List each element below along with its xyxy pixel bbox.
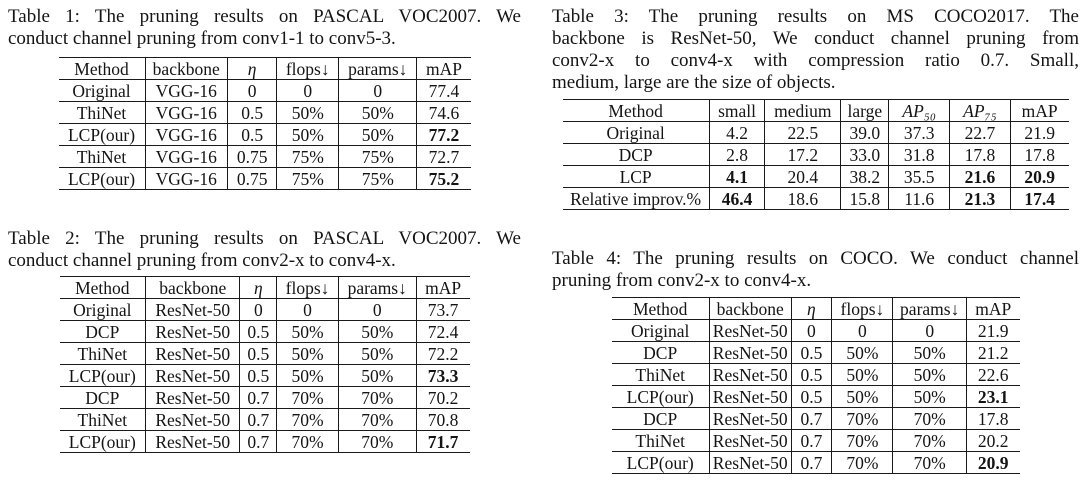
table-cell: ResNet-50 — [709, 452, 791, 474]
table-cell: 17.8 — [1010, 144, 1068, 166]
table-cell: ThiNet — [612, 430, 710, 452]
table-row — [60, 365, 470, 387]
table-cell: 20.2 — [966, 430, 1019, 452]
table-cell: 17.8 — [966, 408, 1019, 430]
table-cell: 0.7 — [791, 452, 832, 474]
table-cell: 70% — [893, 430, 966, 452]
table1-pruning-results-voc-vgg — [59, 57, 471, 190]
table-cell: 50% — [277, 321, 339, 343]
column-header: Method — [563, 100, 710, 122]
table-cell: ThiNet — [612, 364, 710, 386]
table1-caption — [8, 6, 521, 50]
table-cell: 22.7 — [950, 122, 1011, 144]
table-cell: ResNet-50 — [146, 299, 240, 321]
table-cell: 75% — [339, 146, 417, 168]
table-cell: 75.2 — [417, 168, 471, 190]
table-cell: 21.9 — [1010, 122, 1068, 144]
table-cell: ResNet-50 — [709, 320, 791, 342]
table-cell: 4.2 — [709, 122, 765, 144]
table-cell: 22.5 — [765, 122, 841, 144]
column-header: params↓ — [338, 277, 416, 299]
table-cell: 70% — [893, 408, 966, 430]
table-row — [59, 80, 471, 102]
table-cell: LCP(our) — [59, 124, 146, 146]
table-row — [612, 430, 1020, 452]
table-cell: 70% — [338, 409, 416, 431]
table-cell: ResNet-50 — [146, 321, 240, 343]
column-header: mAP — [416, 277, 469, 299]
table-cell: Relative improv.% — [563, 188, 710, 210]
table-cell: 50% — [277, 343, 339, 365]
table-cell: ResNet-50 — [709, 408, 791, 430]
table-cell: 0 — [791, 320, 832, 342]
table-row — [60, 387, 470, 409]
table-cell: ResNet-50 — [146, 387, 240, 409]
table-row — [612, 452, 1020, 474]
table-row — [60, 409, 470, 431]
table-cell: 70% — [893, 452, 966, 474]
table-cell: ThiNet — [60, 343, 146, 365]
table-cell: DCP — [563, 144, 710, 166]
table-header-row — [563, 100, 1069, 122]
table-cell: 0 — [240, 299, 277, 321]
caption-line: medium, large are the size of objects. — [552, 72, 836, 93]
table-cell: 0 — [227, 80, 276, 102]
table-cell: 70% — [832, 408, 893, 430]
table-cell: VGG-16 — [145, 124, 227, 146]
table-row — [563, 122, 1069, 144]
caption-line: backbone is ResNet-50, We conduct channel pruning from — [552, 28, 1079, 49]
table-cell: 35.5 — [889, 166, 950, 188]
table-cell: 0.5 — [791, 364, 832, 386]
table-cell: 72.4 — [416, 321, 469, 343]
table-cell: 0 — [832, 320, 893, 342]
table-cell: 21.6 — [950, 166, 1011, 188]
table-cell: 70% — [338, 431, 416, 453]
table-cell: Original — [60, 299, 146, 321]
table-cell: VGG-16 — [145, 102, 227, 124]
table3-pruning-results-coco2017 — [563, 99, 1069, 210]
table-cell: 0.7 — [791, 408, 832, 430]
table-cell: 0 — [277, 299, 339, 321]
table-cell: LCP(our) — [59, 168, 146, 190]
table-cell: 18.6 — [765, 188, 841, 210]
table-cell: 50% — [277, 124, 339, 146]
caption-line: conduct channel pruning from conv2-x to conv4-x. — [8, 250, 396, 271]
table-cell: 0 — [893, 320, 966, 342]
table-cell: 0.7 — [791, 430, 832, 452]
table2-pruning-results-voc-resnet — [60, 276, 470, 453]
table3-caption — [552, 6, 1079, 94]
table-cell: 75% — [277, 146, 339, 168]
table-cell: 74.6 — [417, 102, 471, 124]
table-cell: 50% — [893, 364, 966, 386]
table-cell: 50% — [832, 342, 893, 364]
table-cell: 0 — [339, 80, 417, 102]
caption-line: Table 4: The pruning results on COCO. We conduct channel — [552, 248, 1079, 269]
table-cell: ResNet-50 — [709, 342, 791, 364]
table-cell: 50% — [893, 342, 966, 364]
caption-line: conduct channel pruning from conv1-1 to conv5-3. — [8, 28, 396, 49]
caption-line: Table 1: The pruning results on PASCAL VOC2007. We — [8, 6, 521, 27]
table-cell: 0.5 — [791, 342, 832, 364]
column-header: flops↓ — [277, 58, 339, 80]
column-header: medium — [765, 100, 841, 122]
table-cell: 77.4 — [417, 80, 471, 102]
table-cell: ThiNet — [59, 146, 146, 168]
column-header: params↓ — [893, 298, 966, 320]
caption-line: Table 3: The pruning results on MS COCO2017. The — [552, 6, 1079, 27]
column-header: Method — [59, 58, 146, 80]
table-cell: 22.6 — [966, 364, 1019, 386]
table-cell: 15.8 — [841, 188, 889, 210]
table-cell: ResNet-50 — [709, 386, 791, 408]
table-cell: 17.4 — [1010, 188, 1068, 210]
table-row — [612, 320, 1020, 342]
column-header: mAP — [966, 298, 1019, 320]
column-header: AP₅₀ — [889, 100, 950, 122]
table-row — [612, 364, 1020, 386]
table-row — [60, 343, 470, 365]
table-cell: 50% — [277, 365, 339, 387]
table-cell: 70.2 — [416, 387, 469, 409]
table-row — [59, 146, 471, 168]
table-cell: VGG-16 — [145, 80, 227, 102]
table-cell: 75% — [339, 168, 417, 190]
table-cell: LCP(our) — [612, 386, 710, 408]
table-cell: VGG-16 — [145, 146, 227, 168]
table-cell: 21.2 — [966, 342, 1019, 364]
table-cell: ResNet-50 — [146, 365, 240, 387]
table-cell: 50% — [338, 343, 416, 365]
table-cell: 23.1 — [966, 386, 1019, 408]
caption-line: pruning from conv2-x to conv4-x. — [552, 270, 812, 291]
table-cell: 50% — [832, 364, 893, 386]
column-header: η — [240, 277, 277, 299]
table-cell: Original — [59, 80, 146, 102]
table-cell: ResNet-50 — [709, 430, 791, 452]
table-cell: Original — [612, 320, 710, 342]
column-header: η — [227, 58, 276, 80]
table-cell: ThiNet — [60, 409, 146, 431]
column-header: backbone — [146, 277, 240, 299]
table-cell: LCP(our) — [60, 365, 146, 387]
table-cell: 0 — [338, 299, 416, 321]
table-row — [59, 168, 471, 190]
table-row — [612, 386, 1020, 408]
table-row — [612, 342, 1020, 364]
table-cell: 0 — [277, 80, 339, 102]
table-cell: 0.75 — [227, 146, 276, 168]
table-cell: DCP — [612, 408, 710, 430]
table-row — [59, 124, 471, 146]
column-header: params↓ — [339, 58, 417, 80]
table-cell: 50% — [339, 124, 417, 146]
table-cell: 0.5 — [791, 386, 832, 408]
table-cell: LCP(our) — [60, 431, 146, 453]
table-cell: 70% — [832, 430, 893, 452]
table-cell: 0.5 — [227, 102, 276, 124]
table-cell: 70% — [277, 409, 339, 431]
table-cell: 0.7 — [240, 431, 277, 453]
table-cell: 70% — [277, 431, 339, 453]
column-header: Method — [60, 277, 146, 299]
column-header: η — [791, 298, 832, 320]
table-cell: LCP — [563, 166, 710, 188]
table-cell: 70% — [277, 387, 339, 409]
table-cell: 72.2 — [416, 343, 469, 365]
left-column — [8, 6, 521, 453]
table-cell: 0.5 — [227, 124, 276, 146]
table-cell: 70% — [832, 452, 893, 474]
table-row — [563, 144, 1069, 166]
table-cell: 0.7 — [240, 387, 277, 409]
table-cell: VGG-16 — [145, 168, 227, 190]
table-cell: 50% — [338, 321, 416, 343]
table-cell: 20.9 — [1010, 166, 1068, 188]
column-header: small — [709, 100, 765, 122]
table-header-row — [60, 277, 470, 299]
column-header: flops↓ — [832, 298, 893, 320]
table-cell: 21.9 — [966, 320, 1019, 342]
table-cell: 50% — [277, 102, 339, 124]
table-cell: 39.0 — [841, 122, 889, 144]
table-cell: LCP(our) — [612, 452, 710, 474]
table-cell: 73.3 — [416, 365, 469, 387]
table-cell: 0.5 — [240, 321, 277, 343]
column-header: large — [841, 100, 889, 122]
table-cell: Original — [563, 122, 710, 144]
table-row — [60, 299, 470, 321]
table-cell: 33.0 — [841, 144, 889, 166]
table-cell: 17.8 — [950, 144, 1011, 166]
table4-caption — [552, 248, 1079, 292]
table-cell: 38.2 — [841, 166, 889, 188]
table-cell: ResNet-50 — [146, 431, 240, 453]
column-header: flops↓ — [277, 277, 339, 299]
table-cell: 70.8 — [416, 409, 469, 431]
table-cell: 20.9 — [966, 452, 1019, 474]
table-cell: ResNet-50 — [709, 364, 791, 386]
right-column — [552, 6, 1079, 474]
table-cell: 75% — [277, 168, 339, 190]
table-cell: 73.7 — [416, 299, 469, 321]
table-cell: 11.6 — [889, 188, 950, 210]
column-header: backbone — [709, 298, 791, 320]
table-cell: DCP — [60, 321, 146, 343]
caption-line: conv2-x to conv4-x with compression ratio 0.7. Small, — [552, 50, 1079, 71]
table-header-row — [59, 58, 471, 80]
table-cell: 71.7 — [416, 431, 469, 453]
table-cell: 31.8 — [889, 144, 950, 166]
table-cell: 77.2 — [417, 124, 471, 146]
table-cell: 20.4 — [765, 166, 841, 188]
table-row — [612, 408, 1020, 430]
table-cell: 21.3 — [950, 188, 1011, 210]
table-cell: 0.5 — [240, 343, 277, 365]
table-cell: 17.2 — [765, 144, 841, 166]
table-cell: 50% — [893, 386, 966, 408]
table-cell: 2.8 — [709, 144, 765, 166]
table-row — [59, 102, 471, 124]
table2-caption — [8, 228, 521, 272]
table-cell: ResNet-50 — [146, 343, 240, 365]
table-cell: 50% — [339, 102, 417, 124]
table-cell: 0.5 — [240, 365, 277, 387]
column-header: Method — [612, 298, 710, 320]
table-cell: 70% — [338, 387, 416, 409]
table-cell: 50% — [338, 365, 416, 387]
table-cell: 0.75 — [227, 168, 276, 190]
column-header: AP₇₅ — [950, 100, 1011, 122]
table-cell: ThiNet — [59, 102, 146, 124]
table-cell: 37.3 — [889, 122, 950, 144]
table-row — [563, 188, 1069, 210]
table-cell: 46.4 — [709, 188, 765, 210]
table-row — [60, 431, 470, 453]
table-row — [60, 321, 470, 343]
table-cell: 4.1 — [709, 166, 765, 188]
table-cell: ResNet-50 — [146, 409, 240, 431]
table-cell: 50% — [832, 386, 893, 408]
column-header: mAP — [417, 58, 471, 80]
table-cell: DCP — [60, 387, 146, 409]
table-header-row — [612, 298, 1020, 320]
table-cell: 0.7 — [240, 409, 277, 431]
table-row — [563, 166, 1069, 188]
caption-line: Table 2: The pruning results on PASCAL VOC2007. We — [8, 228, 521, 249]
column-header: backbone — [145, 58, 227, 80]
column-header: mAP — [1010, 100, 1068, 122]
table-cell: DCP — [612, 342, 710, 364]
table4-pruning-results-coco — [612, 297, 1020, 474]
table-cell: 72.7 — [417, 146, 471, 168]
